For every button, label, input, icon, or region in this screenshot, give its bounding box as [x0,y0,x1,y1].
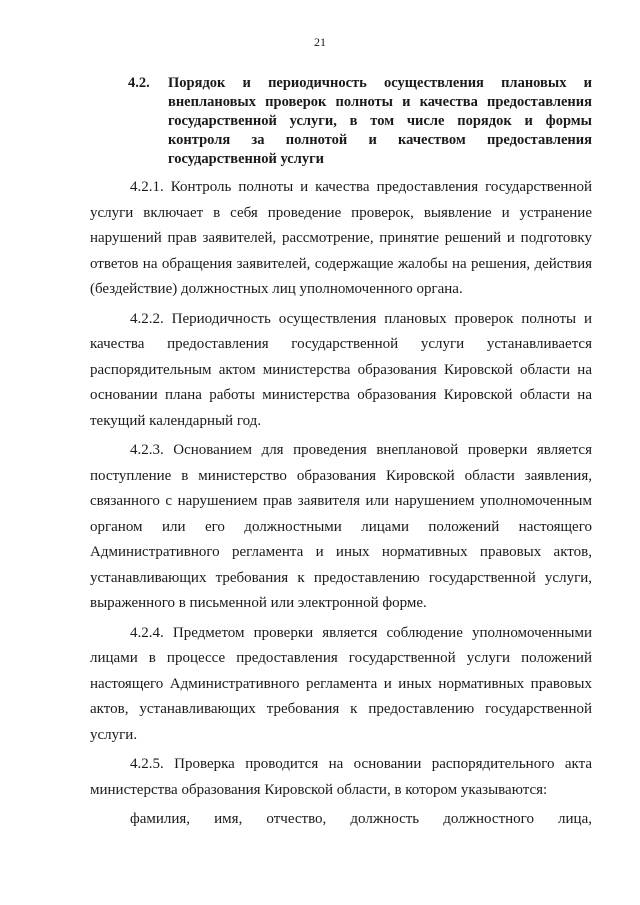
paragraph-4-2-4: 4.2.4. Предметом проверки является соблюдение уполномоченными лицами в процессе предоставления государственной услуги положений настоящего Административного регламента и иных нормативных правовых актов, устанавливающих требования к предоставлению государственной услуги. [90,624,592,743]
section-number: 4.2. [128,75,150,91]
section-heading [128,74,592,169]
paragraph-4-2-3: 4.2.3. Основанием для проведения внеплановой проверки является поступление в министерство образования Кировской области заявления, связанного с нарушением прав заявителя или нарушением уполномоченным органом или его должностными лицами положений настоящего Административного регламента и иных нормативных правовых актов, устанавливающих требования к предоставлению государственной услуги, выраженного в письменной или электронной форме. [90,442,592,611]
section-title: Порядок и периодичность осуществления плановых и внеплановых проверок полноты и качества предоставления государственной услуги, в том числе порядок и формы контроля за полнотой и качеством предоставления государственной услуги [168,75,592,167]
paragraph-list-item: фамилия, имя, отчество, должность должностного лица, [130,811,592,827]
paragraph-4-2-1: 4.2.1. Контроль полноты и качества предоставления государственной услуги включает в себя проведение проверок, выявление и устранение нарушений прав заявителей, рассмотрение, принятие решений и подготовку ответов на обращения заявителей, содержащие жалобы на решения, действия (бездействие) должностных лиц уполномоченного органа. [90,179,592,297]
page-number: 21 [314,35,326,49]
paragraph-4-2-5: 4.2.5. Проверка проводится на основании распорядительного акта министерства образования Кировской области, в котором указываются: [90,756,592,798]
document-body [90,175,592,833]
paragraph-4-2-2: 4.2.2. Периодичность осуществления плановых проверок полноты и качества предоставления государственной услуги устанавливается распорядительным актом министерства образования Кировской области на основании плана работы министерства образования Кировской области на текущий календарный год. [90,310,592,429]
